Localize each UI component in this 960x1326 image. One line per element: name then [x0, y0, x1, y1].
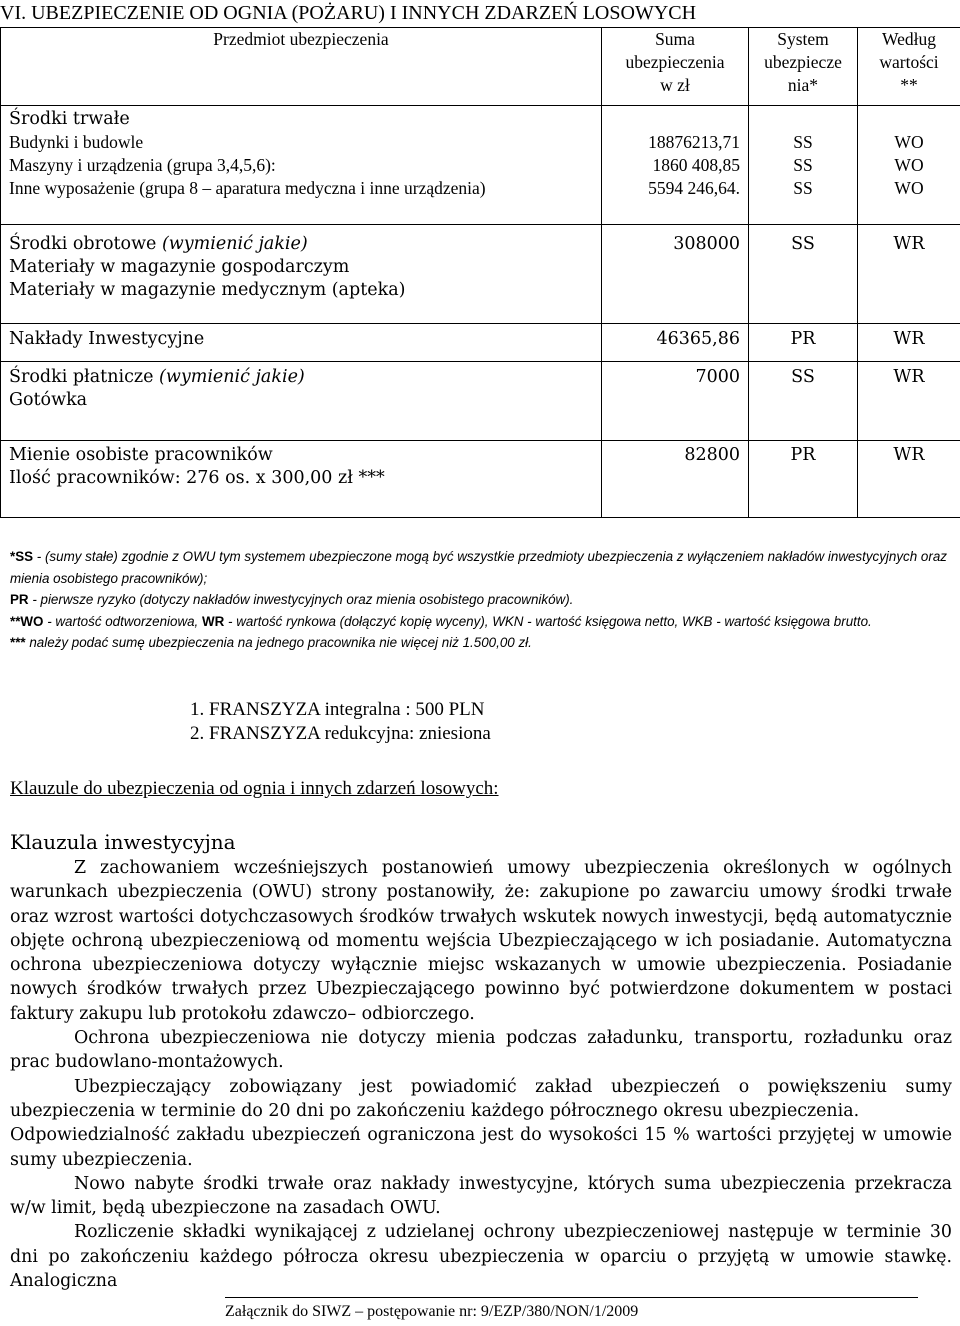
header-subject: Przedmiot ubezpieczenia: [1, 28, 602, 106]
fixed-row-sum: 1860 408,85: [652, 155, 740, 175]
footnote-pr: PR - pierwsze ryzyko (dotyczy nakładów inwestycyjnych oraz mienia osobistego pracowników).: [10, 592, 574, 607]
fixed-row-sum: 5594 246,64.: [648, 178, 740, 198]
fixed-row-system: SS: [793, 155, 813, 175]
cash-system: SS: [749, 362, 858, 441]
footnotes: [10, 546, 950, 654]
personal-system: PR: [749, 441, 858, 518]
investments-label: Nakłady Inwestycyjne: [1, 324, 602, 362]
header-system: System ubezpiecze nia*: [749, 28, 858, 106]
franchise-item: 1. FRANSZYZA integralna : 500 PLN: [190, 699, 485, 720]
fixed-row-value: WO: [894, 155, 924, 175]
cash-sum: 7000: [602, 362, 749, 441]
table-row-fixed-assets: [1, 106, 960, 225]
clauses-heading: Klauzule do ubezpieczenia od ognia i innych zdarzeń losowych:: [10, 778, 499, 799]
clause-paragraph: Ochrona ubezpieczeniowa nie dotyczy mienia podczas załadunku, transportu, rozładunku oraz prac budowlano-montażowych.: [10, 1028, 952, 1073]
footer-rule: [225, 1297, 918, 1298]
investments-value: WR: [858, 324, 960, 362]
table-row-investments: [1, 324, 960, 362]
clause-paragraph: Odpowiedzialność zakładu ubezpieczeń ograniczona jest do wysokości 15 % wartości przyjętej w umowie sumy ubezpieczenia.: [10, 1125, 952, 1170]
section-title: VI. UBEZPIECZENIE OD OGNIA (POŻARU) I INNYCH ZDARZEŃ LOSOWYCH: [0, 2, 697, 24]
investments-system: PR: [749, 324, 858, 362]
personal-value: WR: [858, 441, 960, 518]
current-assets-value: WR: [858, 225, 960, 324]
current-assets-line: Materiały w magazynie gospodarczym: [9, 257, 350, 277]
franchise-list: [190, 698, 491, 746]
fixed-row-system: SS: [793, 132, 813, 152]
current-assets-sum: 308000: [602, 225, 749, 324]
fixed-row-value: WO: [894, 178, 924, 198]
current-assets-line: Materiały w magazynie medycznym (apteka): [9, 280, 406, 300]
table-row-personal: [1, 441, 960, 518]
personal-heading: Mienie osobiste pracowników: [9, 445, 273, 465]
clause-paragraph: Nowo nabyte środki trwałe oraz nakłady inwestycyjne, których suma ubezpieczenia przekracza w/w limit, będą ubezpieczone na zasadach OWU.: [10, 1173, 952, 1219]
fixed-row-label: Maszyny i urządzenia (grupa 3,4,5,6):: [9, 155, 276, 175]
fixed-row-label: Inne wyposażenie (grupa 8 – aparatura medyczna i inne urządzenia): [9, 178, 486, 198]
fixed-row-value: WO: [894, 132, 924, 152]
page-footer: Załącznik do SIWZ – postępowanie nr: 9/EZP/380/NON/1/2009: [225, 1303, 639, 1320]
table-row-current-assets: [1, 225, 960, 324]
clause-title: Klauzula inwestycyjna: [10, 830, 236, 854]
fixed-row-system: SS: [793, 178, 813, 198]
clause-body: [10, 856, 952, 1293]
clause-paragraph: Z zachowaniem wcześniejszych postanowień umowy ubezpieczenia określonych w ogólnych warunkach ubezpieczenia (OWU) strony postanowiły, że: zakupione po zawarciu umowy środki trwałe oraz wzrost wartości dotychczasowych środków trwałych wskutek nowych inwestycji, będą automatycznie objęte ochroną ubezpieczeniową od momentu wejścia Ubezpieczającego w ich posiadanie. Automatyczna ochrona ubezpieczeniowa dotyczy wyłącznie miejsc wskazanych w umowie ubezpieczenia. Posiadanie nowych środków trwałych przez Ubezpieczającego powinno być potwierdzone dokumentem w postaci faktury zakupu lub protokołu zdawczo– odbiorczego.: [10, 858, 952, 1024]
footnote-limit: *** należy podać sumę ubezpieczenia na jednego pracownika nie więcej niż 1.500,00 zł.: [10, 635, 532, 650]
fixed-row-label: Budynki i budowle: [9, 132, 144, 152]
footnote-wo: **WO - wartość odtworzeniowa, WR - wartość rynkowa (dołączyć kopię wyceny), WKN - wartość księgowa netto, WKB - wartość księgowa brutto.: [10, 613, 872, 629]
current-assets-note: (wymienić jakie): [161, 234, 308, 254]
cash-value: WR: [858, 362, 960, 441]
personal-sum: 82800: [602, 441, 749, 518]
cash-note: (wymienić jakie): [159, 367, 305, 387]
franchise-item: 2. FRANSZYZA redukcyjna: zniesiona: [190, 723, 491, 744]
footnote-ss: *SS - (sumy stałe) zgodnie z OWU tym systemem ubezpieczone mogą być wszystkie przedmioty ubezpieczenia z wyłączeniem nakładów inwestycyjnych oraz mienia osobistego pracowników);: [10, 549, 947, 586]
header-sum: Suma ubezpieczenia w zł: [602, 28, 749, 106]
fixed-assets-heading: Środki trwałe: [9, 109, 130, 129]
clause-paragraph: Ubezpieczający zobowiązany jest powiadomić zakład ubezpieczeń o powiększeniu sumy ubezpieczenia w terminie do 20 dni po zakończeniu każdego półrocznego okresu ubezpieczenia.: [10, 1076, 952, 1121]
personal-line: Ilość pracowników: 276 os. x 300,00 zł ***: [9, 468, 385, 488]
fixed-row-sum: 18876213,71: [648, 132, 740, 152]
current-assets-system: SS: [749, 225, 858, 324]
insurance-table: [0, 27, 960, 518]
cash-heading: Środki płatnicze: [9, 367, 154, 387]
cash-line: Gotówka: [9, 390, 88, 410]
current-assets-heading: Środki obrotowe: [9, 234, 157, 254]
table-row-cash: [1, 362, 960, 441]
investments-sum: 46365,86: [602, 324, 749, 362]
table-header-row: [1, 28, 960, 106]
clause-paragraph: Rozliczenie składki wynikającej z udzielanej ochrony ubezpieczeniowej następuje w terminie 30 dni po zakończeniu każdego półrocza okresu ubezpieczenia w oparciu o przyjętą w umowie stawkę. Analogiczna: [10, 1222, 952, 1292]
header-value: Według wartości **: [858, 28, 960, 106]
